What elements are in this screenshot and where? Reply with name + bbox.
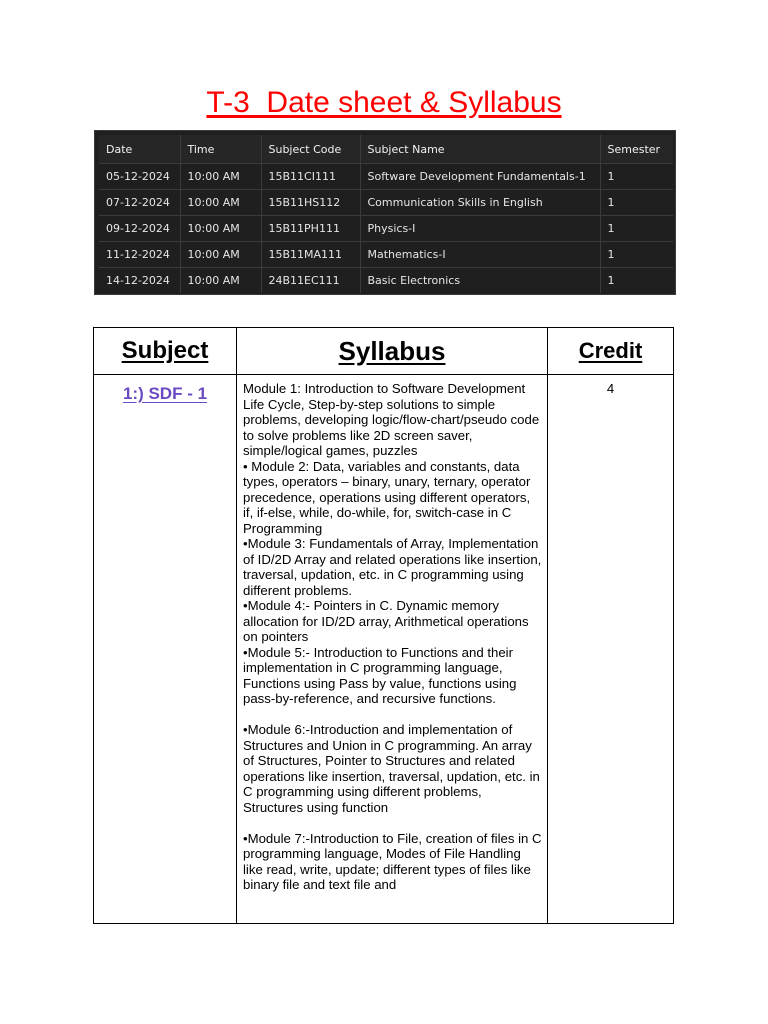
cell-subject-name: Physics-I	[360, 216, 600, 242]
syllabus-cell	[237, 375, 548, 924]
cell-subject-code: 24B11EC111	[261, 268, 360, 294]
header-date: Date	[99, 135, 180, 164]
module-2-text: • Module 2: Data, variables and constants, data types, operators – binary, unary, ternary, operator precedence, operations using different operators, if, if-else, while, do-while, for, switch-case in C Programming	[243, 458, 531, 536]
table-row	[99, 268, 673, 294]
cell-time: 10:00 AM	[180, 164, 261, 190]
table-row	[99, 216, 673, 242]
cell-date: 07-12-2024	[99, 190, 180, 216]
cell-date: 11-12-2024	[99, 242, 180, 268]
cell-date: 05-12-2024	[99, 164, 180, 190]
module-3-text: •Module 3: Fundamentals of Array, Implementation of ID/2D Array and related operations like insertion, traversal, updation, etc. in C programming using different problems.	[243, 536, 542, 598]
syllabus-header-row	[94, 328, 674, 375]
cell-semester: 1	[600, 164, 673, 190]
date-sheet-table	[94, 130, 676, 295]
cell-subject-name: Communication Skills in English	[360, 190, 600, 216]
header-time: Time	[180, 135, 261, 164]
cell-semester: 1	[607, 274, 615, 287]
module-7-text: •Module 7:-Introduction to File, creation of files in C programming language, Modes of File Handling like read, write, update; different types of files like binary file and text file and	[243, 830, 542, 892]
cell-subject-code: 15B11HS112	[261, 190, 360, 216]
cell-time: 10:00 AM	[180, 216, 261, 242]
header-semester: Semester	[600, 135, 673, 164]
cell-semester: 1	[600, 242, 673, 268]
header-subject: Subject	[94, 328, 237, 375]
module-1-text: Module 1: Introduction to Software Development Life Cycle, Step-by-step solutions to simple problems, developing logic/flow-chart/pseudo code to solve problems like 2D screen saver, simple/logical games, puzzles	[243, 381, 540, 458]
cell-subject-name: Mathematics-I	[360, 242, 600, 268]
subject-link-sdf-1[interactable]: 1:) SDF - 1	[122, 384, 208, 403]
date-sheet-header-row	[99, 135, 673, 164]
cell-semester: 1	[600, 216, 673, 242]
header-syllabus: Syllabus	[237, 328, 548, 375]
syllabus-table	[93, 327, 674, 924]
table-row	[99, 242, 673, 268]
cell-time: 10:00 AM	[180, 268, 261, 294]
table-row	[99, 190, 673, 216]
table-row	[94, 375, 674, 924]
module-5-text: •Module 5:- Introduction to Functions and their implementation in C programming language, Functions using Pass by value, functions using pass-by-reference, and recursive functions.	[243, 644, 517, 706]
subject-cell	[94, 375, 237, 924]
cell-subject-name: Basic Electronics	[360, 268, 600, 294]
module-4-text: •Module 4:- Pointers in C. Dynamic memory allocation for ID/2D array, Arithmetical operations on pointers	[243, 598, 529, 644]
module-6-text: •Module 6:-Introduction and implementation of Structures and Union in C programming. An array of Structures, Pointer to Structures and related operations like insertion, traversal, updation, etc. in C programming using different problems, Structures using function	[243, 722, 540, 815]
page-title: T-3 Date sheet & Syllabus	[206, 86, 562, 119]
cell-subject-code: 15B11MA111	[261, 242, 360, 268]
cell-subject-name: Software Development Fundamentals-1	[360, 164, 600, 190]
cell-time: 10:00 AM	[180, 190, 261, 216]
cell-date: 09-12-2024	[99, 216, 180, 242]
cell-semester: 1	[600, 190, 673, 216]
cell-date: 14-12-2024	[99, 268, 180, 294]
header-subject-code: Subject Code	[261, 135, 360, 164]
cell-subject-code: 15B11PH111	[261, 216, 360, 242]
header-credit: Credit	[548, 328, 674, 375]
header-subject-name: Subject Name	[360, 135, 600, 164]
cell-time: 10:00 AM	[180, 242, 261, 268]
table-row	[99, 164, 673, 190]
credit-cell: 4	[548, 375, 674, 924]
cell-subject-code: 15B11CI111	[261, 164, 360, 190]
